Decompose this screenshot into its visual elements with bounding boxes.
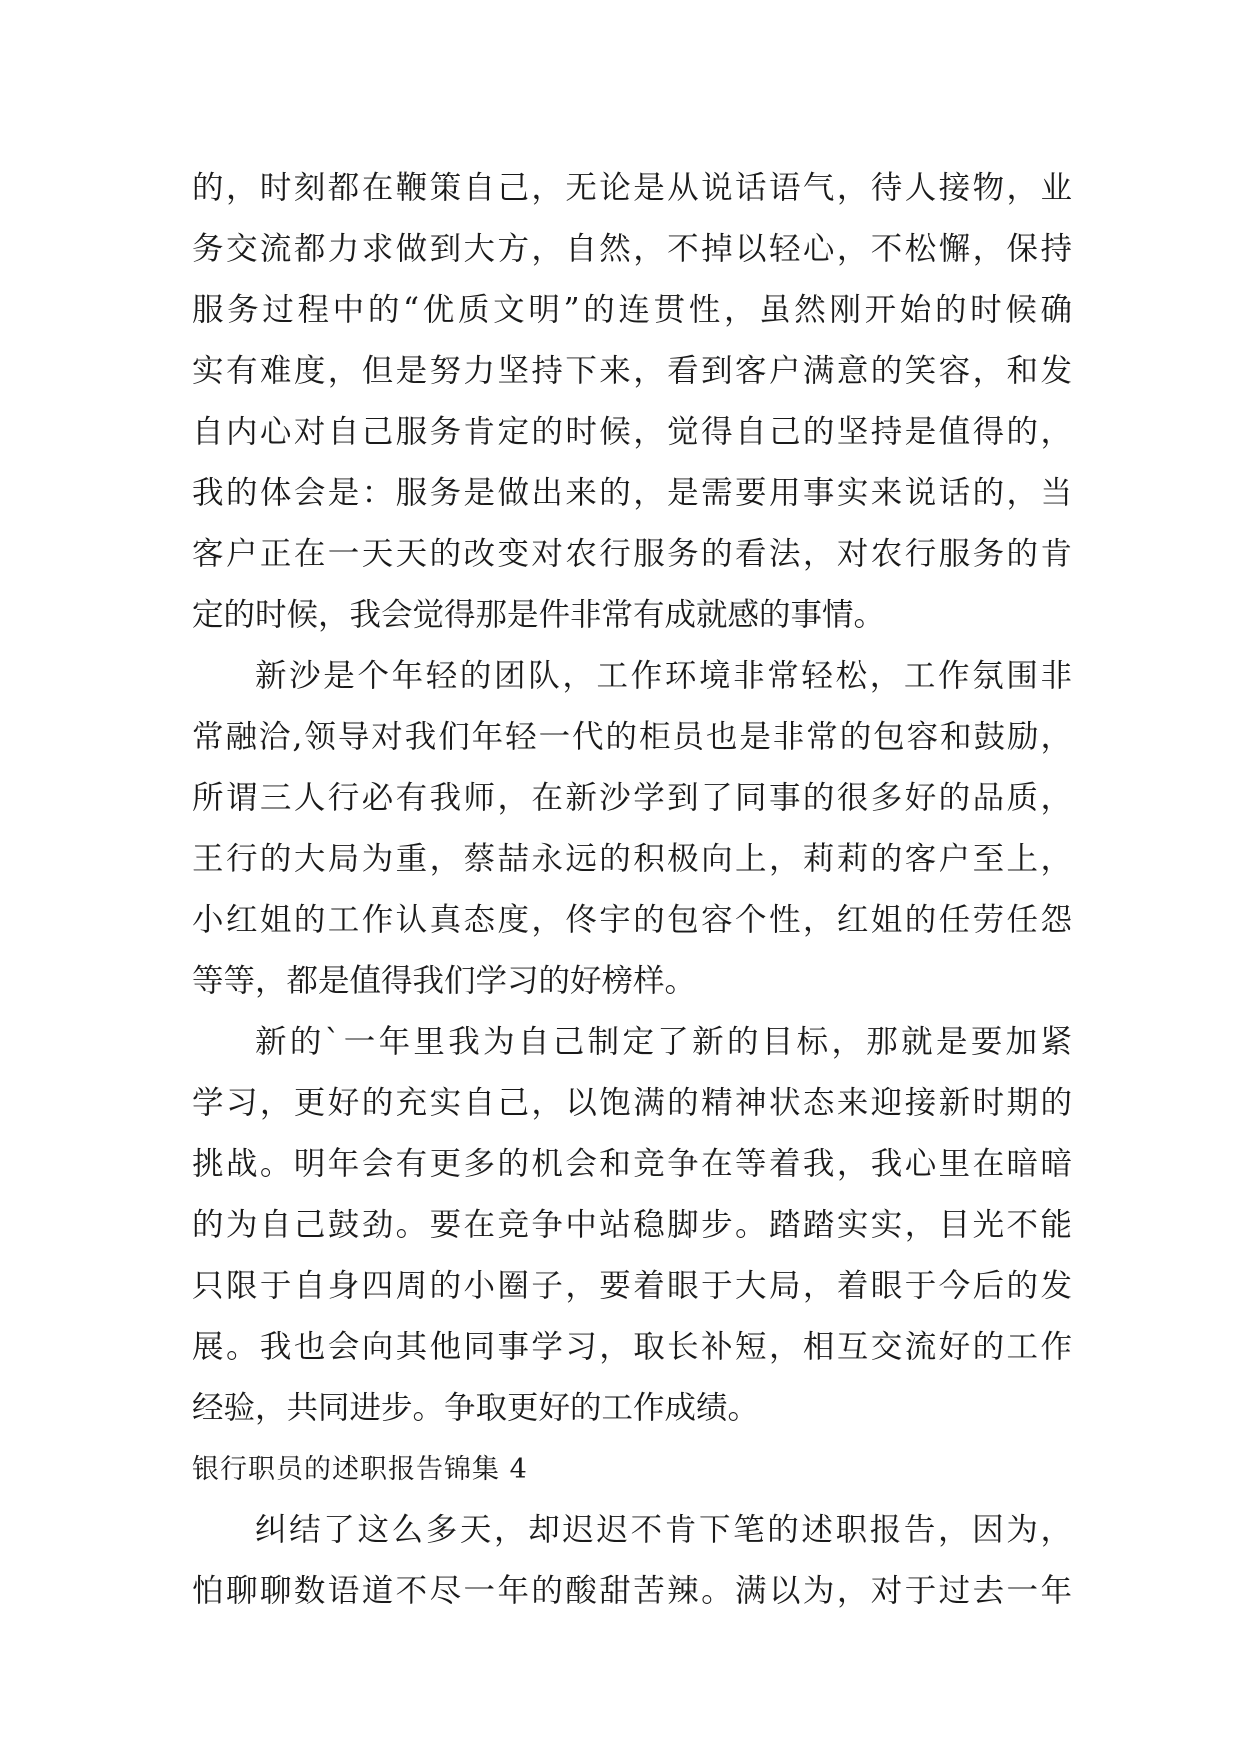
text-line: 务交流都力求做到大方，自然，不掉以轻心，不松懈，保持: [192, 231, 1072, 267]
text-line: 等等，都是值得我们学习的好榜样。: [192, 963, 697, 999]
paragraph-start-line: 新沙是个年轻的团队，工作环境非常轻松，工作氛围非: [255, 658, 1072, 694]
text-line: 客户正在一天天的改变对农行服务的看法，对农行服务的肯: [192, 536, 1072, 572]
text-line: 定的时候，我会觉得那是件非常有成就感的事情。: [192, 597, 886, 633]
text-line: 我的体会是：服务是做出来的，是需要用事实来说话的，当: [192, 475, 1072, 511]
text-line: 的为自己鼓劲。要在竞争中站稳脚步。踏踏实实，目光不能: [192, 1207, 1072, 1243]
text-line: 展。我也会向其他同事学习，取长补短，相互交流好的工作: [192, 1329, 1072, 1365]
paragraph-start-line: 纠结了这么多天，却迟迟不肯下笔的述职报告，因为，: [255, 1512, 1072, 1548]
text-line: 服务过程中的“优质文明”的连贯性，虽然刚开始的时候确: [192, 292, 1072, 328]
text-line: 只限于自身四周的小圈子，要着眼于大局，着眼于今后的发: [192, 1268, 1072, 1304]
paragraph-start-line: 新的`一年里我为自己制定了新的目标，那就是要加紧: [255, 1024, 1072, 1060]
text-line: 王行的大局为重，蔡喆永远的积极向上，莉莉的客户至上，: [192, 841, 1072, 877]
document-body: [192, 158, 1072, 1622]
text-line: 实有难度，但是努力坚持下来，看到客户满意的笑容，和发: [192, 353, 1072, 389]
text-line: 学习，更好的充实自己，以饱满的精神状态来迎接新时期的: [192, 1085, 1072, 1121]
section-heading: 银行职员的述职报告锦集 4: [192, 1454, 528, 1485]
text-line: 小红姐的工作认真态度，佟宇的包容个性，红姐的任劳任怨: [192, 902, 1072, 938]
text-line: 的，时刻都在鞭策自己，无论是从说话语气，待人接物，业: [192, 170, 1072, 206]
text-line: 怕聊聊数语道不尽一年的酸甜苦辣。满以为，对于过去一年: [192, 1573, 1072, 1609]
text-line: 挑战。明年会有更多的机会和竞争在等着我，我心里在暗暗: [192, 1146, 1072, 1182]
text-line: 自内心对自己服务肯定的时候，觉得自己的坚持是值得的，: [192, 414, 1072, 450]
text-line: 常融洽,领导对我们年轻一代的柜员也是非常的包容和鼓励，: [192, 719, 1072, 755]
text-line: 经验，共同进步。争取更好的工作成绩。: [192, 1390, 760, 1426]
text-line: 所谓三人行必有我师，在新沙学到了同事的很多好的品质，: [192, 780, 1072, 816]
